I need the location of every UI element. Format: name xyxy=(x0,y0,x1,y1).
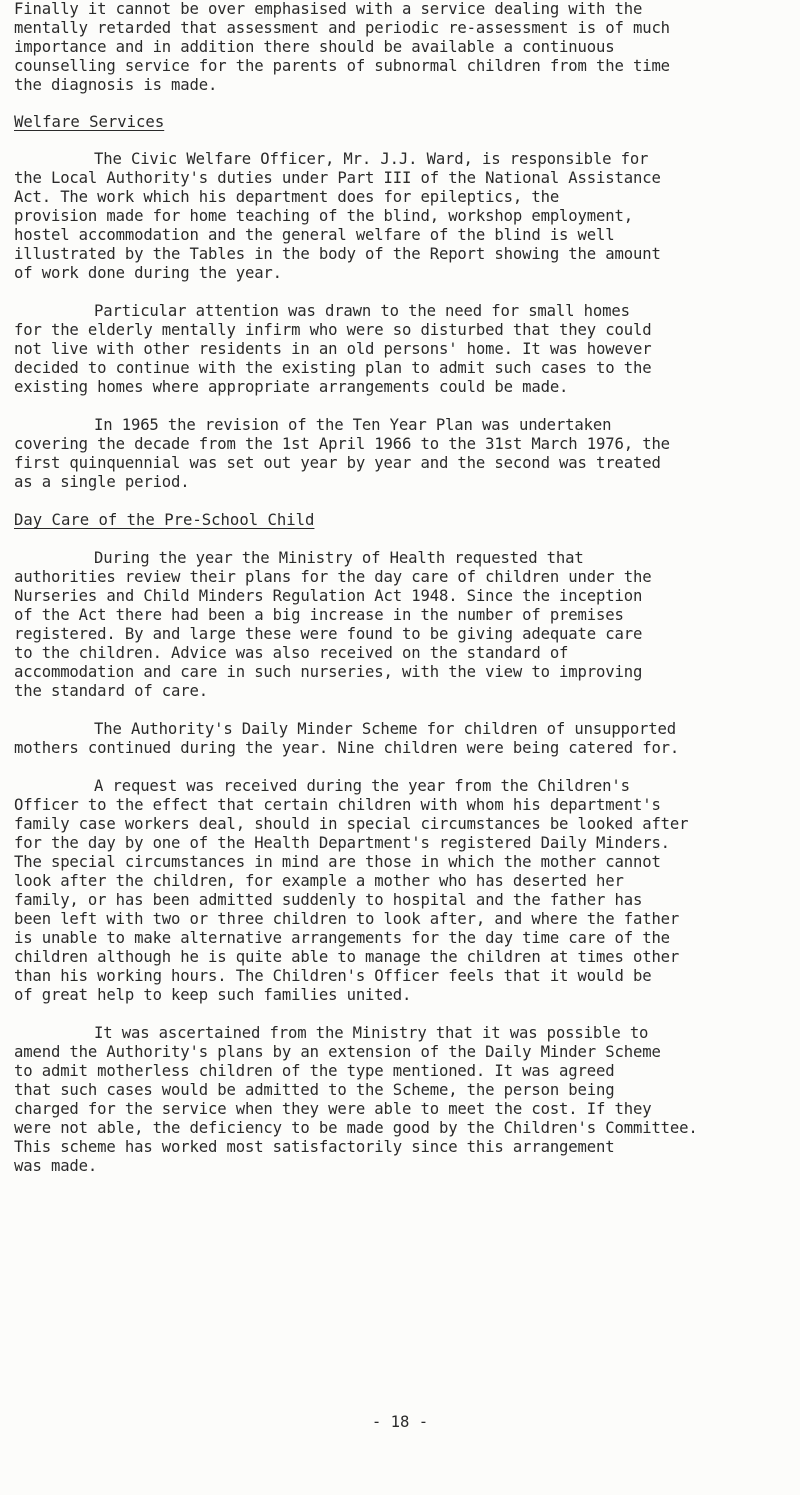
text-line: to admit motherless children of the type mentioned. It was agreed xyxy=(14,1062,615,1080)
text-line: Officer to the effect that certain children with whom his department's xyxy=(14,796,661,814)
text-line: provision made for home teaching of the blind, workshop employment, xyxy=(14,207,633,225)
text-line: counselling service for the parents of subnormal children from the time xyxy=(14,57,670,75)
text-line: mothers continued during the year. Nine children were being catered for. xyxy=(14,739,680,757)
text-line: registered. By and large these were found to be giving adequate care xyxy=(14,625,643,643)
text-line: mentally retarded that assessment and periodic re-assessment is of much xyxy=(14,19,670,37)
text-line: Particular attention was drawn to the need for small homes xyxy=(94,302,630,320)
text-line: than his working hours. The Children's Officer feels that it would be xyxy=(14,967,652,985)
text-line: the diagnosis is made. xyxy=(14,76,218,94)
text-line: Act. The work which his department does for epileptics, the xyxy=(14,188,560,206)
text-line: hostel accommodation and the general welfare of the blind is well xyxy=(14,226,615,244)
text-line: of the Act there had been a big increase in the number of premises xyxy=(14,606,624,624)
text-line: children although he is quite able to manage the children at times other xyxy=(14,948,680,966)
text-line: look after the children, for example a mother who has deserted her xyxy=(14,872,624,890)
text-line: In 1965 the revision of the Ten Year Plan was undertaken xyxy=(94,416,612,434)
text-line: family case workers deal, should in special circumstances be looked after xyxy=(14,815,689,833)
text-line: This scheme has worked most satisfactorily since this arrangement xyxy=(14,1138,615,1156)
text-line: to the children. Advice was also received on the standard of xyxy=(14,644,569,662)
text-line: The Civic Welfare Officer, Mr. J.J. Ward, is responsible for xyxy=(94,150,649,168)
text-line: accommodation and care in such nurseries, with the view to improving xyxy=(14,663,643,681)
text-line: of work done during the year. xyxy=(14,264,282,282)
text-line: not live with other residents in an old persons' home. It was however xyxy=(14,340,652,358)
page-number: - 18 - xyxy=(371,1413,429,1431)
section-heading-welfare-services: Welfare Services xyxy=(14,113,165,131)
text-line: It was ascertained from the Ministry that it was possible to xyxy=(94,1024,649,1042)
text-line: family, or has been admitted suddenly to hospital and the father has xyxy=(14,891,643,909)
text-line: for the elderly mentally infirm who were so disturbed that they could xyxy=(14,321,652,339)
text-line: During the year the Ministry of Health requested that xyxy=(94,549,584,567)
text-line: Nurseries and Child Minders Regulation Act 1948. Since the inception xyxy=(14,587,643,605)
text-line: existing homes where appropriate arrangements could be made. xyxy=(14,378,569,396)
text-line: illustrated by the Tables in the body of the Report showing the amount xyxy=(14,245,661,263)
text-line: that such cases would be admitted to the Scheme, the person being xyxy=(14,1081,615,1099)
text-line: A request was received during the year from the Children's xyxy=(94,777,630,795)
text-line: the Local Authority's duties under Part III of the National Assistance xyxy=(14,169,661,187)
text-line: Finally it cannot be over emphasised with a service dealing with the xyxy=(14,0,643,18)
text-line: is unable to make alternative arrangements for the day time care of the xyxy=(14,929,670,947)
section-heading-day-care: Day Care of the Pre-School Child xyxy=(14,511,315,529)
text-line: decided to continue with the existing plan to admit such cases to the xyxy=(14,359,652,377)
text-line: amend the Authority's plans by an extension of the Daily Minder Scheme xyxy=(14,1043,661,1061)
text-line: were not able, the deficiency to be made good by the Children's Committee. xyxy=(14,1119,698,1137)
text-line: of great help to keep such families united. xyxy=(14,986,412,1004)
text-line: The Authority's Daily Minder Scheme for children of unsupported xyxy=(94,720,677,738)
text-line: been left with two or three children to look after, and where the father xyxy=(14,910,680,928)
text-line: first quinquennial was set out year by year and the second was treated xyxy=(14,454,661,472)
text-line: was made. xyxy=(14,1157,98,1175)
text-line: covering the decade from the 1st April 1966 to the 31st March 1976, the xyxy=(14,435,670,453)
text-line: charged for the service when they were able to meet the cost. If they xyxy=(14,1100,652,1118)
text-line: as a single period. xyxy=(14,473,190,491)
text-line: the standard of care. xyxy=(14,682,209,700)
text-line: importance and in addition there should be available a continuous xyxy=(14,38,615,56)
text-line: The special circumstances in mind are those in which the mother cannot xyxy=(14,853,661,871)
text-line: authorities review their plans for the day care of children under the xyxy=(14,568,652,586)
text-line: for the day by one of the Health Department's registered Daily Minders. xyxy=(14,834,670,852)
